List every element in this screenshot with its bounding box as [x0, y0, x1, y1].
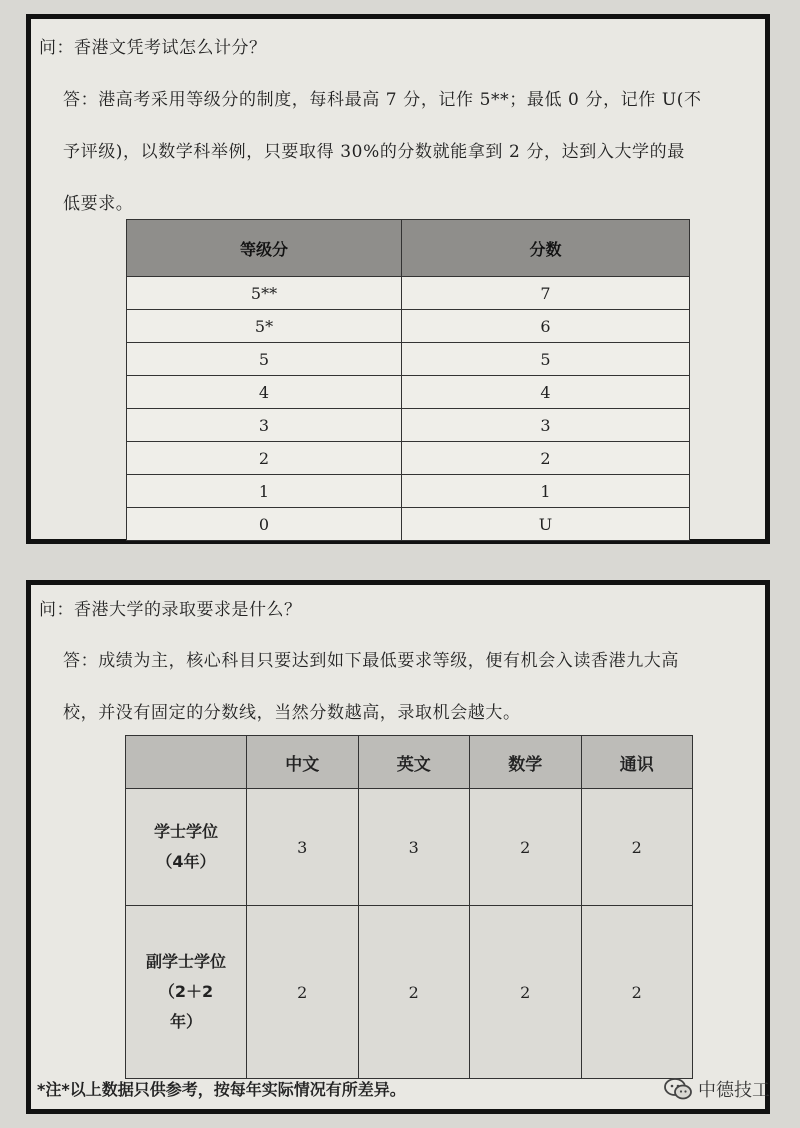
- grade-cell: 0: [127, 508, 402, 541]
- answer-line: 校，并没有固定的分数线，当然分数越高，录取机会越大。: [63, 703, 521, 723]
- watermark: [664, 1076, 770, 1102]
- section-admission: [26, 580, 770, 1114]
- score-cell: U: [402, 508, 690, 541]
- score-cell: 2: [402, 442, 690, 475]
- answer-line: 答：港高考采用等级分的制度，每科最高 7 分，记作 5**；最低 0 分，记作 U(不: [63, 90, 702, 110]
- table-row: [127, 409, 690, 442]
- question-admission: 问：香港大学的录取要求是什么？: [39, 600, 302, 620]
- header-empty: [126, 736, 247, 789]
- grade-cell: 5**: [127, 277, 402, 310]
- footnote: *注*以上数据只供参考，按每年实际情况有所差异。: [37, 1080, 406, 1099]
- table-row: [127, 343, 690, 376]
- answer-line: 予评级)，以数学科举例，只要取得 30%的分数就能拿到 2 分，达到入大学的最: [63, 142, 685, 162]
- question-scoring: 问：香港文凭考试怎么计分？: [39, 38, 267, 58]
- value-cell: 2: [358, 906, 470, 1079]
- value-cell: 2: [247, 906, 359, 1079]
- header-liberal-studies: 通识: [581, 736, 693, 789]
- grade-cell: 2: [127, 442, 402, 475]
- table-row: [127, 277, 690, 310]
- header-grade: 等级分: [127, 220, 402, 277]
- value-cell: 3: [247, 789, 359, 906]
- grade-cell: 5*: [127, 310, 402, 343]
- header-english: 英文: [358, 736, 470, 789]
- table-row: [126, 789, 693, 906]
- header-score: 分数: [402, 220, 690, 277]
- table-row: [127, 310, 690, 343]
- grade-score-table: [126, 219, 690, 541]
- table-row: [127, 442, 690, 475]
- header-math: 数学: [470, 736, 582, 789]
- score-cell: 4: [402, 376, 690, 409]
- value-cell: 3: [358, 789, 470, 906]
- value-cell: 2: [470, 789, 582, 906]
- table-row: [126, 906, 693, 1079]
- score-cell: 7: [402, 277, 690, 310]
- table-row: [127, 376, 690, 409]
- grade-cell: 3: [127, 409, 402, 442]
- watermark-text: 中德技工: [698, 1080, 770, 1101]
- table-row: [127, 475, 690, 508]
- value-cell: 2: [581, 789, 693, 906]
- score-cell: 6: [402, 310, 690, 343]
- value-cell: 2: [470, 906, 582, 1079]
- value-cell: 2: [581, 906, 693, 1079]
- grade-cell: 1: [127, 475, 402, 508]
- grade-cell: 5: [127, 343, 402, 376]
- answer-scoring: [63, 74, 753, 230]
- section-scoring: [26, 14, 770, 544]
- score-cell: 3: [402, 409, 690, 442]
- row-label-bachelor: 学士学位 （4年）: [126, 789, 247, 906]
- wechat-icon: [664, 1078, 692, 1100]
- header-chinese: 中文: [247, 736, 359, 789]
- table-row: [127, 508, 690, 541]
- grade-cell: 4: [127, 376, 402, 409]
- row-label-associate: 副学士学位 （2＋2 年）: [126, 906, 247, 1079]
- answer-line: 答：成绩为主，核心科目只要达到如下最低要求等级，便有机会入读香港九大高: [63, 651, 679, 671]
- score-cell: 5: [402, 343, 690, 376]
- score-cell: 1: [402, 475, 690, 508]
- admission-requirement-table: [125, 735, 693, 1079]
- answer-admission: [63, 635, 753, 739]
- answer-line: 低要求。: [63, 194, 134, 214]
